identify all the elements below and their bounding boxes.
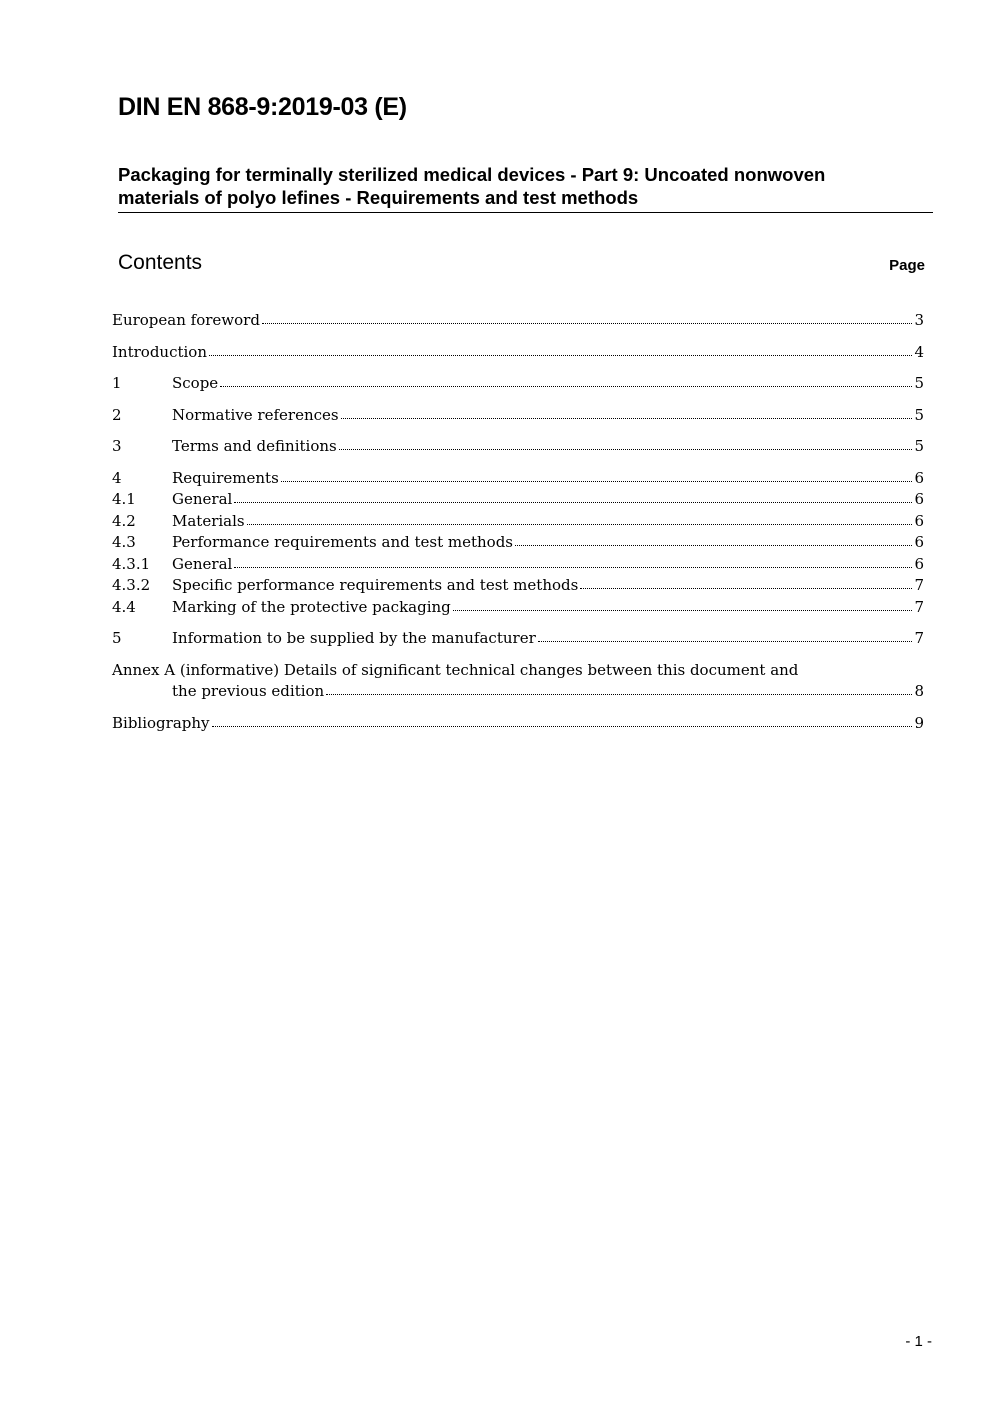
toc-entry-label: Terms and definitions	[172, 437, 337, 455]
toc-leader-dots	[515, 543, 912, 546]
toc-entry-label: General	[172, 555, 233, 573]
toc-entry-page: 6	[914, 533, 924, 551]
toc-entry-annex-a-line-1[interactable]: Annex A (informative) Details of significant technical changes between this document and	[112, 661, 799, 679]
toc-entry-label: Bibliography	[112, 714, 210, 732]
toc-entry-number: 4.3.1	[112, 555, 151, 573]
toc-entry-annex-a[interactable]	[172, 680, 924, 702]
toc-entry-4-3-1-general[interactable]	[112, 553, 924, 575]
toc-entry-normative-references[interactable]	[112, 404, 924, 426]
toc-leader-dots	[220, 384, 912, 387]
toc-entry-requirements[interactable]	[112, 467, 924, 489]
toc-leader-dots	[538, 639, 913, 642]
toc-leader-dots	[453, 608, 913, 611]
toc-entry-page: 8	[914, 682, 924, 700]
toc-entry-page: 3	[914, 311, 924, 329]
toc-entry-page: 5	[914, 374, 924, 392]
toc-leader-dots	[339, 447, 913, 450]
toc-entry-number: 3	[112, 437, 122, 455]
toc-entry-label: Performance requirements and test methods	[172, 533, 513, 551]
toc-entry-label: Requirements	[172, 469, 279, 487]
toc-entry-label: European foreword	[112, 311, 260, 329]
toc-entry-label: Information to be supplied by the manufacturer	[172, 629, 536, 647]
toc-leader-dots	[247, 522, 913, 525]
toc-entry-marking-protective-packaging[interactable]	[112, 596, 924, 618]
toc-entry-number: 1	[112, 374, 122, 392]
toc-entry-number: 4	[112, 469, 122, 487]
toc-entry-4-1-general[interactable]	[112, 488, 924, 510]
toc-entry-information-supplied[interactable]	[112, 627, 924, 649]
page-column-heading: Page	[889, 257, 925, 274]
toc-leader-dots	[209, 353, 912, 356]
toc-entry-number: 4.3	[112, 533, 136, 551]
toc-entry-page: 7	[914, 576, 924, 594]
toc-entry-number: 4.1	[112, 490, 136, 508]
toc-entry-label: Materials	[172, 512, 245, 530]
toc-entry-bibliography[interactable]	[112, 712, 924, 734]
toc-entry-page: 6	[914, 555, 924, 573]
toc-entry-page: 7	[914, 629, 924, 647]
toc-leader-dots	[262, 321, 913, 324]
toc-entry-number: 4.3.2	[112, 576, 151, 594]
toc-entry-page: 6	[914, 469, 924, 487]
toc-leader-dots	[580, 586, 912, 589]
toc-entry-number: 4.4	[112, 598, 136, 616]
toc-entry-label: Normative references	[172, 406, 339, 424]
toc-entry-number: 5	[112, 629, 122, 647]
toc-entry-scope[interactable]	[112, 372, 924, 394]
toc-entry-page: 5	[914, 406, 924, 424]
document-title	[118, 163, 933, 213]
document-id: DIN EN 868-9:2019-03 (E)	[118, 93, 407, 121]
toc-entry-performance-requirements[interactable]	[112, 531, 924, 553]
toc-entry-page: 4	[914, 343, 924, 361]
toc-entry-number: 2	[112, 406, 122, 424]
toc-entry-label: Marking of the protective packaging	[172, 598, 451, 616]
toc-entry-page: 6	[914, 490, 924, 508]
toc-entry-page: 7	[914, 598, 924, 616]
toc-entry-page: 5	[914, 437, 924, 455]
toc-entry-european-foreword[interactable]	[112, 309, 924, 331]
toc-entry-terms-and-definitions[interactable]	[112, 435, 924, 457]
toc-leader-dots	[281, 479, 913, 482]
toc-leader-dots	[234, 565, 912, 568]
toc-entry-label: Specific performance requirements and test methods	[172, 576, 579, 594]
document-title-line-2: materials of polyo lefines - Requirements and test methods	[118, 187, 639, 208]
toc-entry-label: General	[172, 490, 233, 508]
toc-leader-dots	[326, 692, 912, 695]
document-title-line-1: Packaging for terminally sterilized medical devices - Part 9: Uncoated nonwoven	[118, 164, 826, 185]
toc-leader-dots	[234, 500, 912, 503]
toc-leader-dots	[341, 416, 913, 419]
toc-entry-label: the previous edition	[172, 682, 325, 700]
toc-entry-specific-performance-requirements[interactable]	[112, 574, 924, 596]
toc-entry-introduction[interactable]	[112, 341, 924, 363]
contents-heading: Contents	[118, 251, 203, 274]
toc-entry-materials[interactable]	[112, 510, 924, 532]
toc-entry-page: 9	[914, 714, 924, 732]
toc-entry-number: 4.2	[112, 512, 136, 530]
toc-entry-label: Scope	[172, 374, 219, 392]
toc-leader-dots	[212, 724, 913, 727]
page-number: - 1 -	[905, 1333, 932, 1350]
toc-entry-label: Introduction	[112, 343, 207, 361]
toc-entry-page: 6	[914, 512, 924, 530]
